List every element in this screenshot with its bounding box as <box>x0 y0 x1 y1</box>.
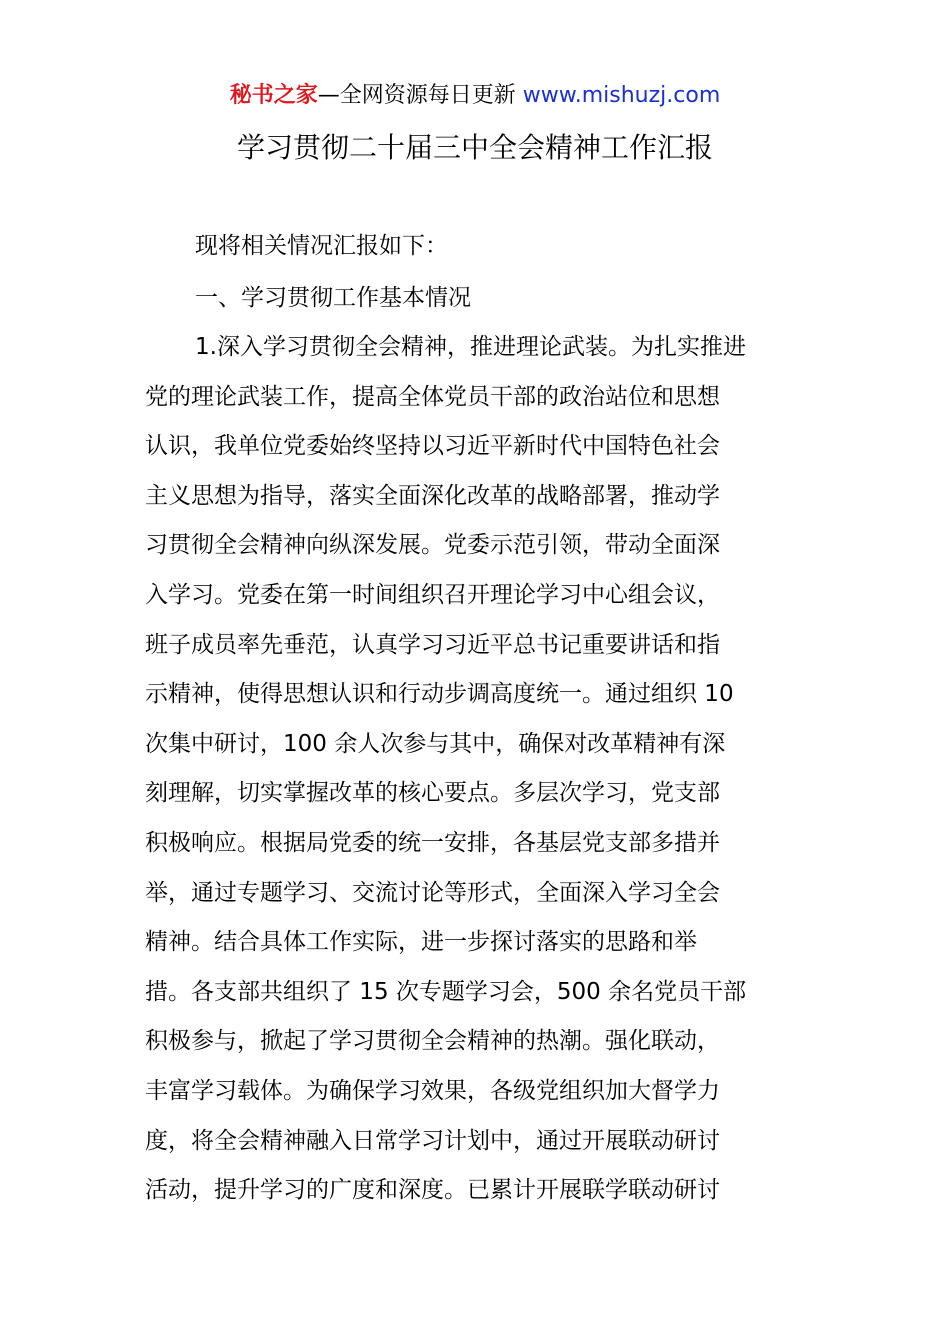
paragraph-line: 1.深入学习贯彻全会精神，推进理论武装。为扎实推进 <box>195 334 746 360</box>
paragraph-line: 党的理论武装工作，提高全体党员干部的政治站位和思想 <box>145 383 720 410</box>
paragraph-line: 度，将全会精神融入日常学习计划中，通过开展联动研讨 <box>145 1127 720 1154</box>
paragraph-line: 积极响应。根据局党委的统一安排，各基层党支部多措并 <box>145 829 720 856</box>
paragraph-line: 次集中研讨，100 余人次参与其中，确保对改革精神有深 <box>145 730 726 757</box>
paragraph-line: 精神。结合具体工作实际，进一步探讨落实的思路和举 <box>145 929 697 956</box>
site-tagline: —全网资源每日更新 <box>317 83 523 108</box>
body-paragraph <box>145 323 811 1216</box>
intro-line: 现将相关情况汇报如下： <box>195 233 448 259</box>
section-heading: 一、学习贯彻工作基本情况 <box>195 285 471 311</box>
paragraph-line: 入学习。党委在第一时间组织召开理论学习中心组会议， <box>145 581 720 608</box>
paragraph-line: 举，通过专题学习、交流讨论等形式，全面深入学习全会 <box>145 879 720 906</box>
paragraph-line: 主义思想为指导，落实全面深化改革的战略部署，推动学 <box>145 482 720 509</box>
paragraph-line: 刻理解，切实掌握改革的核心要点。多层次学习，党支部 <box>145 780 720 807</box>
paragraph-line: 示精神，使得思想认识和行动步调高度统一。通过组织 10 <box>145 681 734 708</box>
document-title: 学习贯彻二十届三中全会精神工作汇报 <box>236 131 713 164</box>
site-brand: 秘书之家 <box>229 83 318 108</box>
paragraph-line: 习贯彻全会精神向纵深发展。党委示范引领，带动全面深 <box>145 532 720 559</box>
paragraph-line: 丰富学习载体。为确保学习效果，各级党组织加大督学力 <box>145 1077 720 1104</box>
paragraph-line: 措。各支部共组织了 15 次专题学习会，500 余名党员干部 <box>145 978 747 1005</box>
paragraph-line: 班子成员率先垂范，认真学习习近平总书记重要讲话和指 <box>145 631 720 658</box>
site-header <box>0 78 950 114</box>
paragraph-line: 认识，我单位党委始终坚持以习近平新时代中国特色社会 <box>145 433 720 460</box>
paragraph-line: 积极参与，掀起了学习贯彻全会精神的热潮。强化联动， <box>145 1028 720 1055</box>
paragraph-line: 活动，提升学习的广度和深度。已累计开展联学联动研讨 <box>145 1177 720 1204</box>
site-url-link[interactable]: www.mishuzj.com <box>522 83 721 108</box>
